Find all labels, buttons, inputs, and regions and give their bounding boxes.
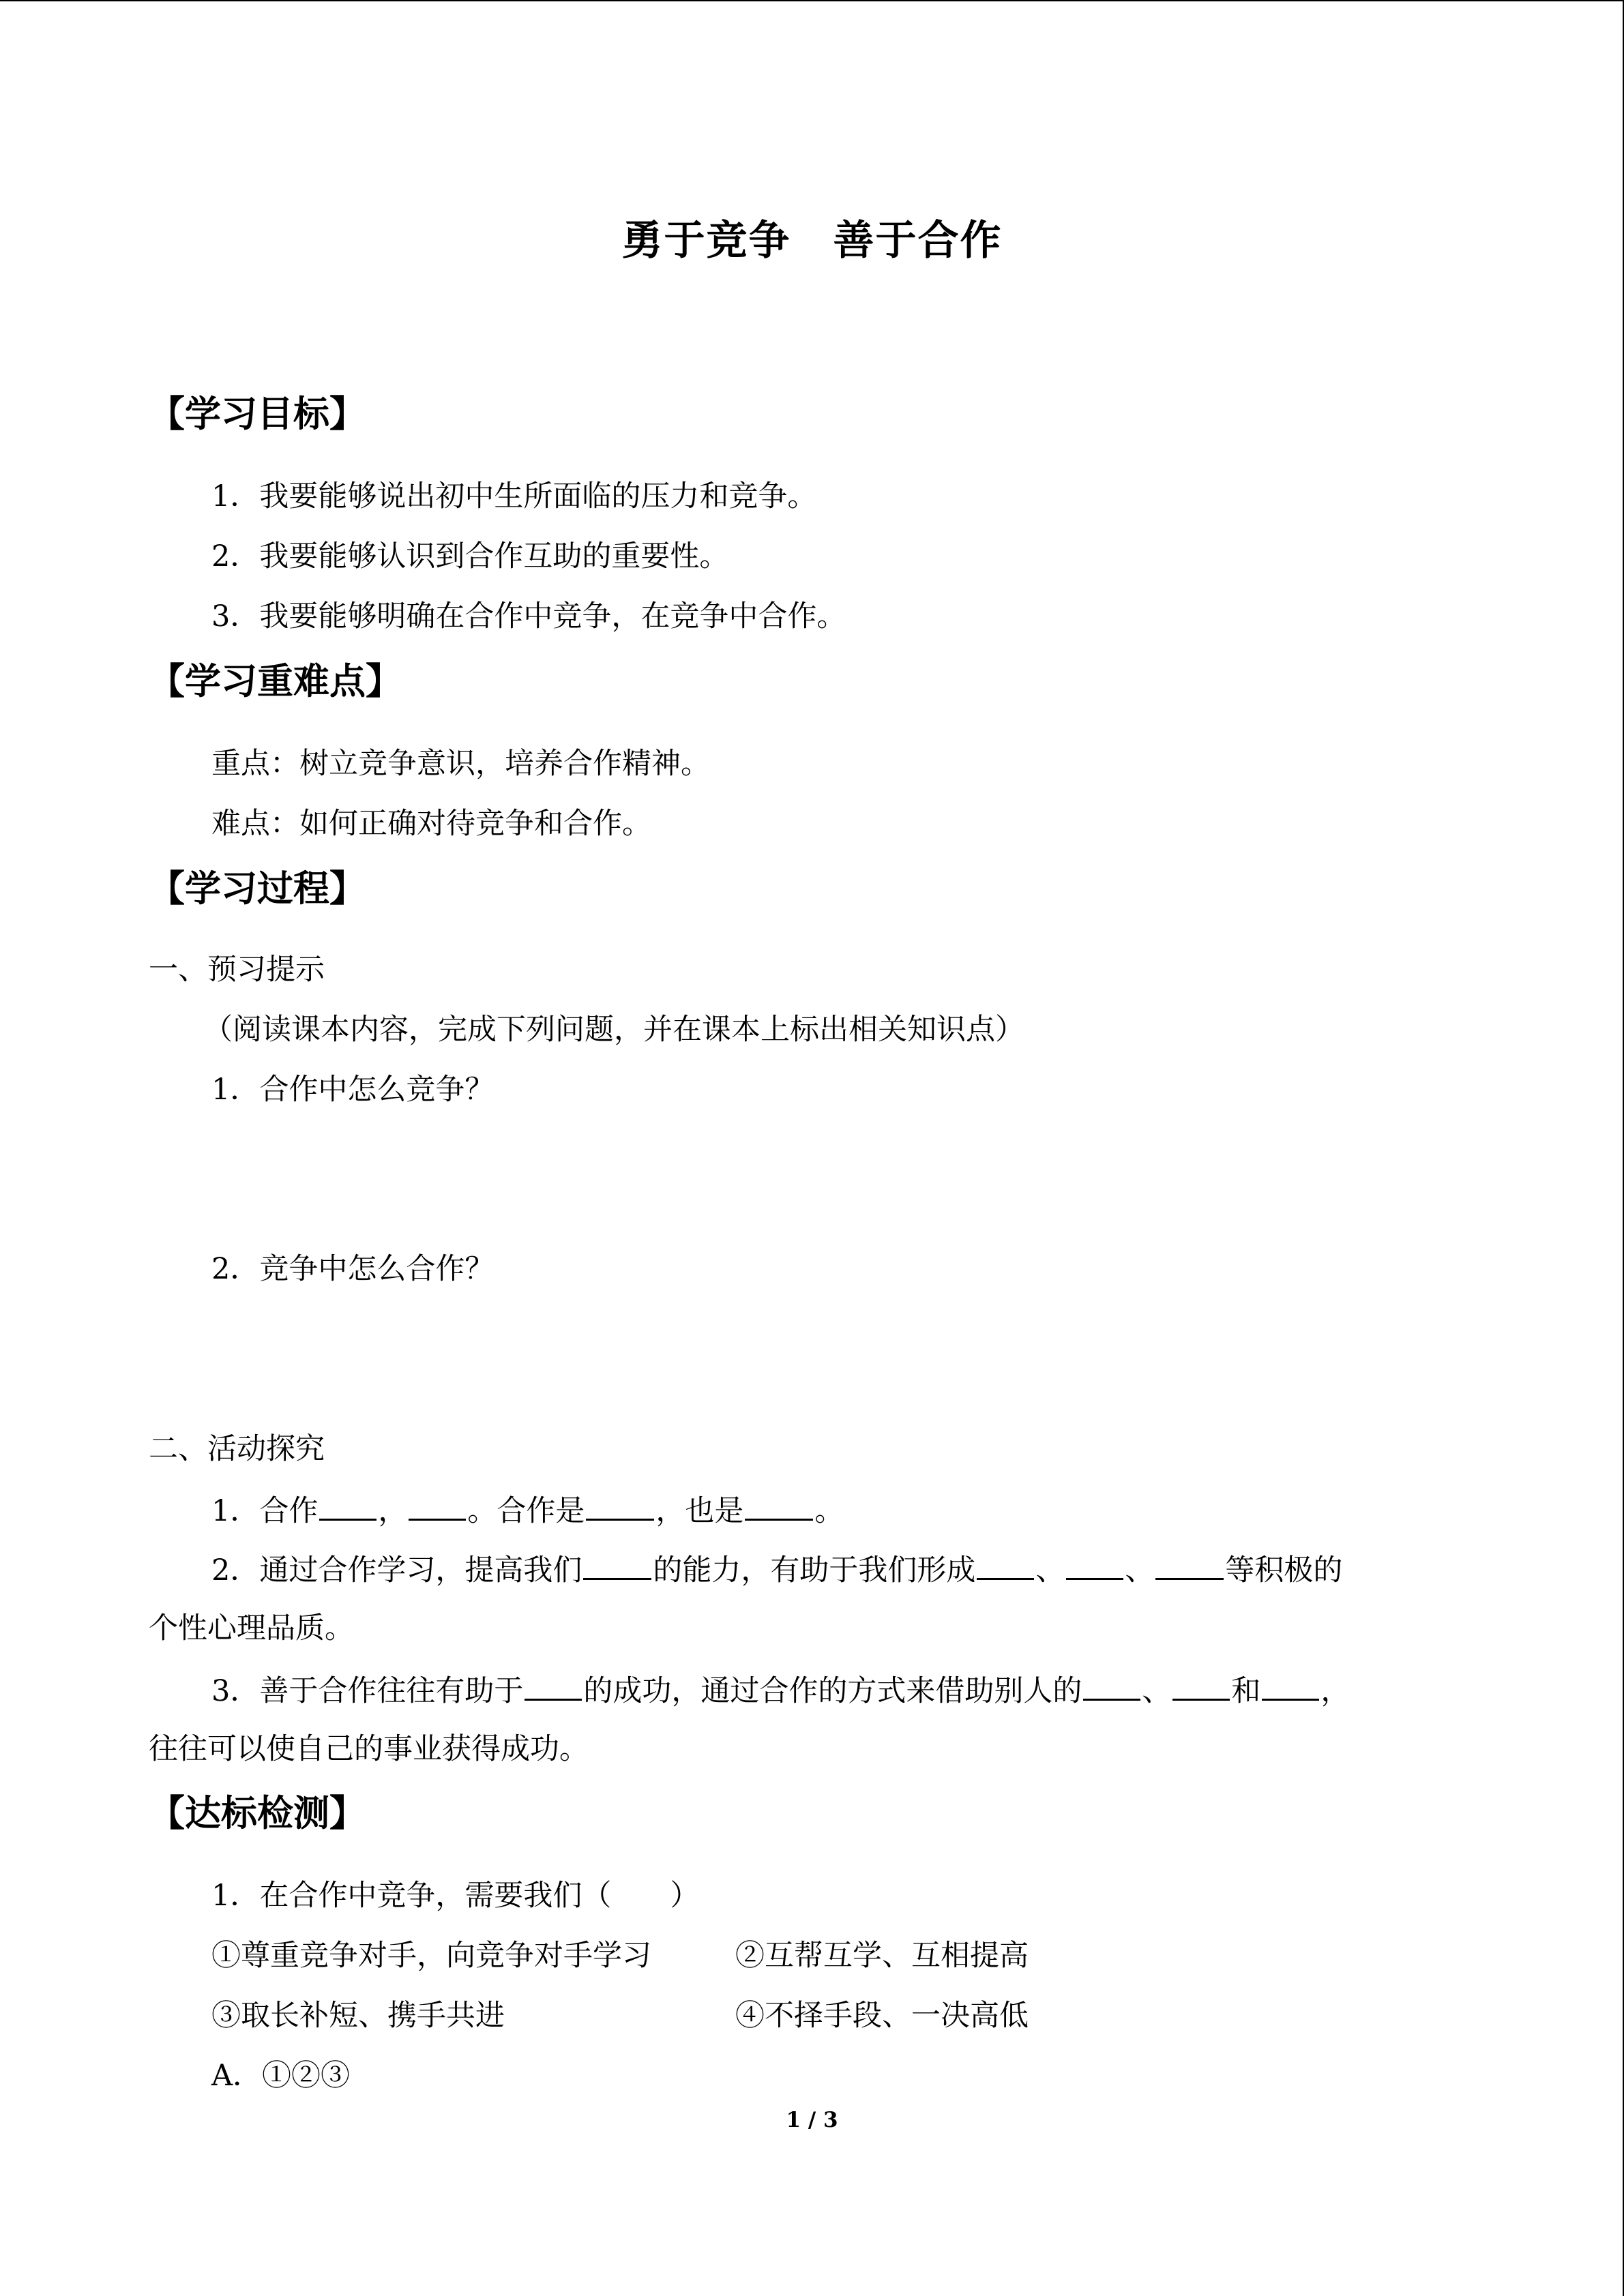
fill-blank bbox=[1155, 1547, 1224, 1580]
page-number: 1 / 3 bbox=[786, 2108, 838, 2132]
activity-question-3 bbox=[211, 1667, 1350, 1713]
fill-blank bbox=[583, 1547, 651, 1580]
section-heading-process: 【学习过程】 bbox=[149, 868, 366, 910]
test-option-1: ①尊重竞争对手，向竞争对手学习 bbox=[211, 1939, 651, 1973]
activity-question-1 bbox=[211, 1487, 844, 1533]
text-segment: 。合作是 bbox=[467, 1494, 585, 1528]
test-option-4: ④不择手段、一决高低 bbox=[735, 1999, 1029, 2033]
text-segment: 、 bbox=[1125, 1553, 1155, 1587]
document-title: 勇于竞争 善于合作 bbox=[621, 217, 1003, 265]
activity-question-2-continued: 个性心理品质。 bbox=[149, 1611, 354, 1645]
objective-item-1: 1．我要能够说出初中生所面临的压力和竞争。 bbox=[211, 479, 817, 513]
test-answer-a: A．①②③ bbox=[211, 2059, 351, 2093]
fill-blank bbox=[1083, 1667, 1140, 1701]
text-segment: 的成功，通过合作的方式来借助别人的 bbox=[583, 1674, 1082, 1708]
preview-question-2: 2．竞争中怎么合作？ bbox=[211, 1252, 494, 1286]
text-segment: 、 bbox=[1035, 1553, 1065, 1587]
fill-blank bbox=[745, 1487, 813, 1521]
fill-blank bbox=[1262, 1667, 1319, 1701]
key-point: 重点：树立竞争意识，培养合作精神。 bbox=[211, 747, 710, 781]
text-segment: ， bbox=[378, 1494, 408, 1528]
fill-blank bbox=[525, 1667, 582, 1701]
fill-blank bbox=[586, 1487, 654, 1521]
fill-blank bbox=[1066, 1547, 1123, 1580]
preview-question-1: 1．合作中怎么竞争？ bbox=[211, 1073, 494, 1107]
text-segment: 等积极的 bbox=[1225, 1553, 1343, 1587]
objective-item-2: 2．我要能够认识到合作互助的重要性。 bbox=[211, 539, 729, 573]
text-segment: ， bbox=[1320, 1674, 1350, 1708]
text-segment: 2．通过合作学习，提高我们 bbox=[211, 1553, 582, 1587]
activity-title: 二、活动探究 bbox=[149, 1432, 325, 1466]
fill-blank bbox=[409, 1487, 466, 1521]
text-segment: 1．合作 bbox=[211, 1494, 319, 1528]
text-segment: 。 bbox=[814, 1494, 844, 1528]
fill-blank bbox=[977, 1547, 1034, 1580]
difficult-point: 难点：如何正确对待竞争和合作。 bbox=[211, 807, 651, 841]
test-option-3: ③取长补短、携手共进 bbox=[211, 1999, 505, 2033]
section-heading-objectives: 【学习目标】 bbox=[149, 393, 366, 435]
text-segment: 和 bbox=[1231, 1674, 1261, 1708]
fill-blank bbox=[319, 1487, 377, 1521]
text-segment: ，也是 bbox=[655, 1494, 744, 1528]
preview-title: 一、预习提示 bbox=[149, 953, 325, 987]
text-segment: 的能力，有助于我们形成 bbox=[653, 1553, 976, 1587]
section-heading-key-points: 【学习重难点】 bbox=[149, 661, 402, 702]
preview-instruction: （阅读课本内容，完成下列问题，并在课本上标出相关知识点） bbox=[203, 1013, 1024, 1047]
activity-question-3-continued: 往往可以使自己的事业获得成功。 bbox=[149, 1732, 589, 1766]
text-segment: 3．善于合作往往有助于 bbox=[211, 1674, 524, 1708]
objective-item-3: 3．我要能够明确在合作中竞争，在竞争中合作。 bbox=[211, 599, 846, 633]
test-option-2: ②互帮互学、互相提高 bbox=[735, 1939, 1029, 1973]
section-heading-test: 【达标检测】 bbox=[149, 1793, 366, 1834]
text-segment: 、 bbox=[1142, 1674, 1172, 1708]
fill-blank bbox=[1172, 1667, 1230, 1701]
test-question-1: 1．在合作中竞争，需要我们（ ） bbox=[211, 1879, 700, 1913]
activity-question-2 bbox=[211, 1547, 1342, 1592]
